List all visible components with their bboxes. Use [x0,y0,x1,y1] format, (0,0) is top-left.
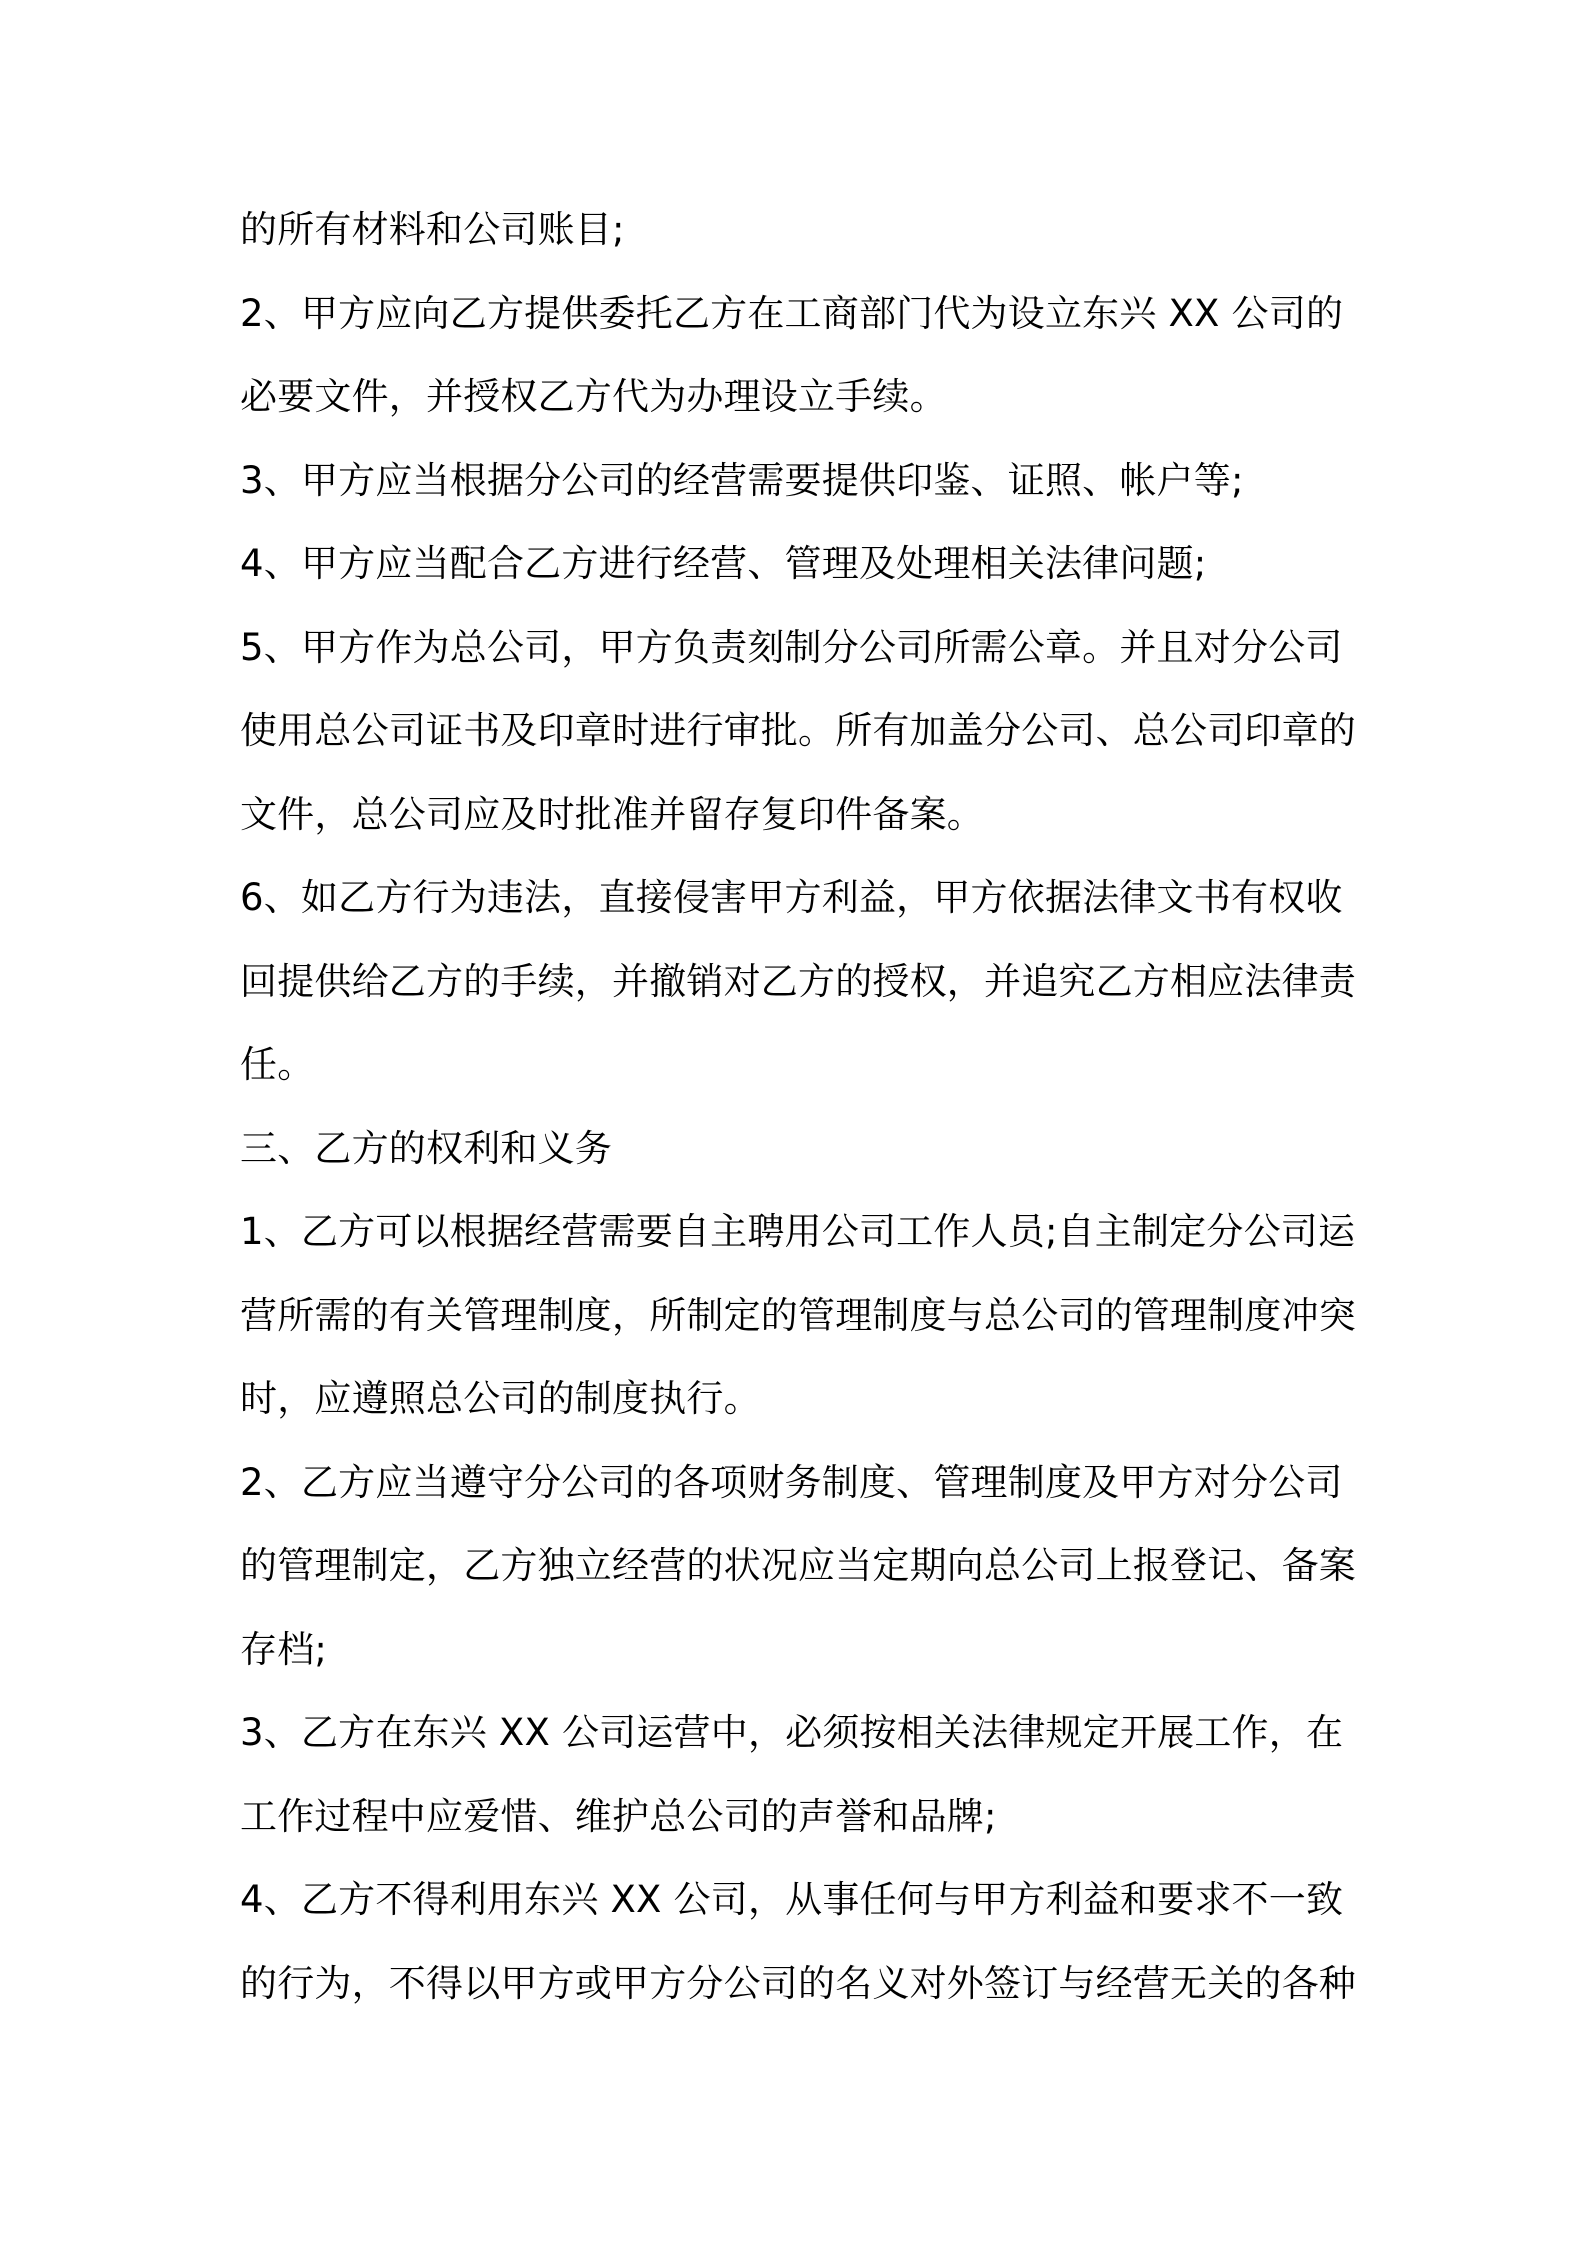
text-line: 6、如乙方行为违法，直接侵害甲方利益，甲方依据法律文书有权收 [240,876,1343,919]
text-line: 时，应遵照总公司的制度执行。 [240,1377,761,1420]
text-line: 回提供给乙方的手续，并撤销对乙方的授权，并追究乙方相应法律责 [240,959,1356,1003]
section-heading: 三、乙方的权利和义务 [240,1126,612,1170]
text-line: 的所有材料和公司账目; [240,208,625,251]
text-line: 1、乙方可以根据经营需要自主聘用公司工作人员;自主制定分公司运 [240,1210,1356,1253]
text-line: 文件，总公司应及时批准并留存复印件备案。 [240,792,984,836]
text-line: 2、甲方应向乙方提供委托乙方在工商部门代为设立东兴 XX 公司的 [240,291,1344,335]
text-line: 的管理制定，乙方独立经营的状况应当定期向总公司上报登记、备案 [240,1544,1356,1587]
text-line: 2、乙方应当遵守分公司的各项财务制度、管理制度及甲方对分公司 [240,1460,1343,1504]
text-line: 存档; [240,1627,328,1671]
text-line: 5、甲方作为总公司，甲方负责刻制分公司所需公章。并且对分公司 [240,625,1343,669]
text-line: 3、乙方在东兴 XX 公司运营中，必须按相关法律规定开展工作，在 [240,1711,1344,1754]
text-line: 4、甲方应当配合乙方进行经营、管理及处理相关法律问题; [240,542,1207,585]
text-line: 任。 [240,1043,315,1086]
contract-text [240,188,1360,2025]
text-line: 营所需的有关管理制度，所制定的管理制度与总公司的管理制度冲突 [240,1293,1356,1337]
text-line: 必要文件，并授权乙方代为办理设立手续。 [240,375,947,418]
text-line: 工作过程中应爱惜、维护总公司的声誉和品牌; [240,1794,997,1838]
text-line: 3、甲方应当根据分公司的经营需要提供印鉴、证照、帐户等; [240,458,1244,502]
text-line: 使用总公司证书及印章时进行审批。所有加盖分公司、总公司印章的 [240,709,1356,752]
text-line: 的行为，不得以甲方或甲方分公司的名义对外签订与经营无关的各种 [240,1961,1356,2005]
text-line: 4、乙方不得利用东兴 XX 公司，从事任何与甲方利益和要求不一致 [240,1878,1344,1921]
